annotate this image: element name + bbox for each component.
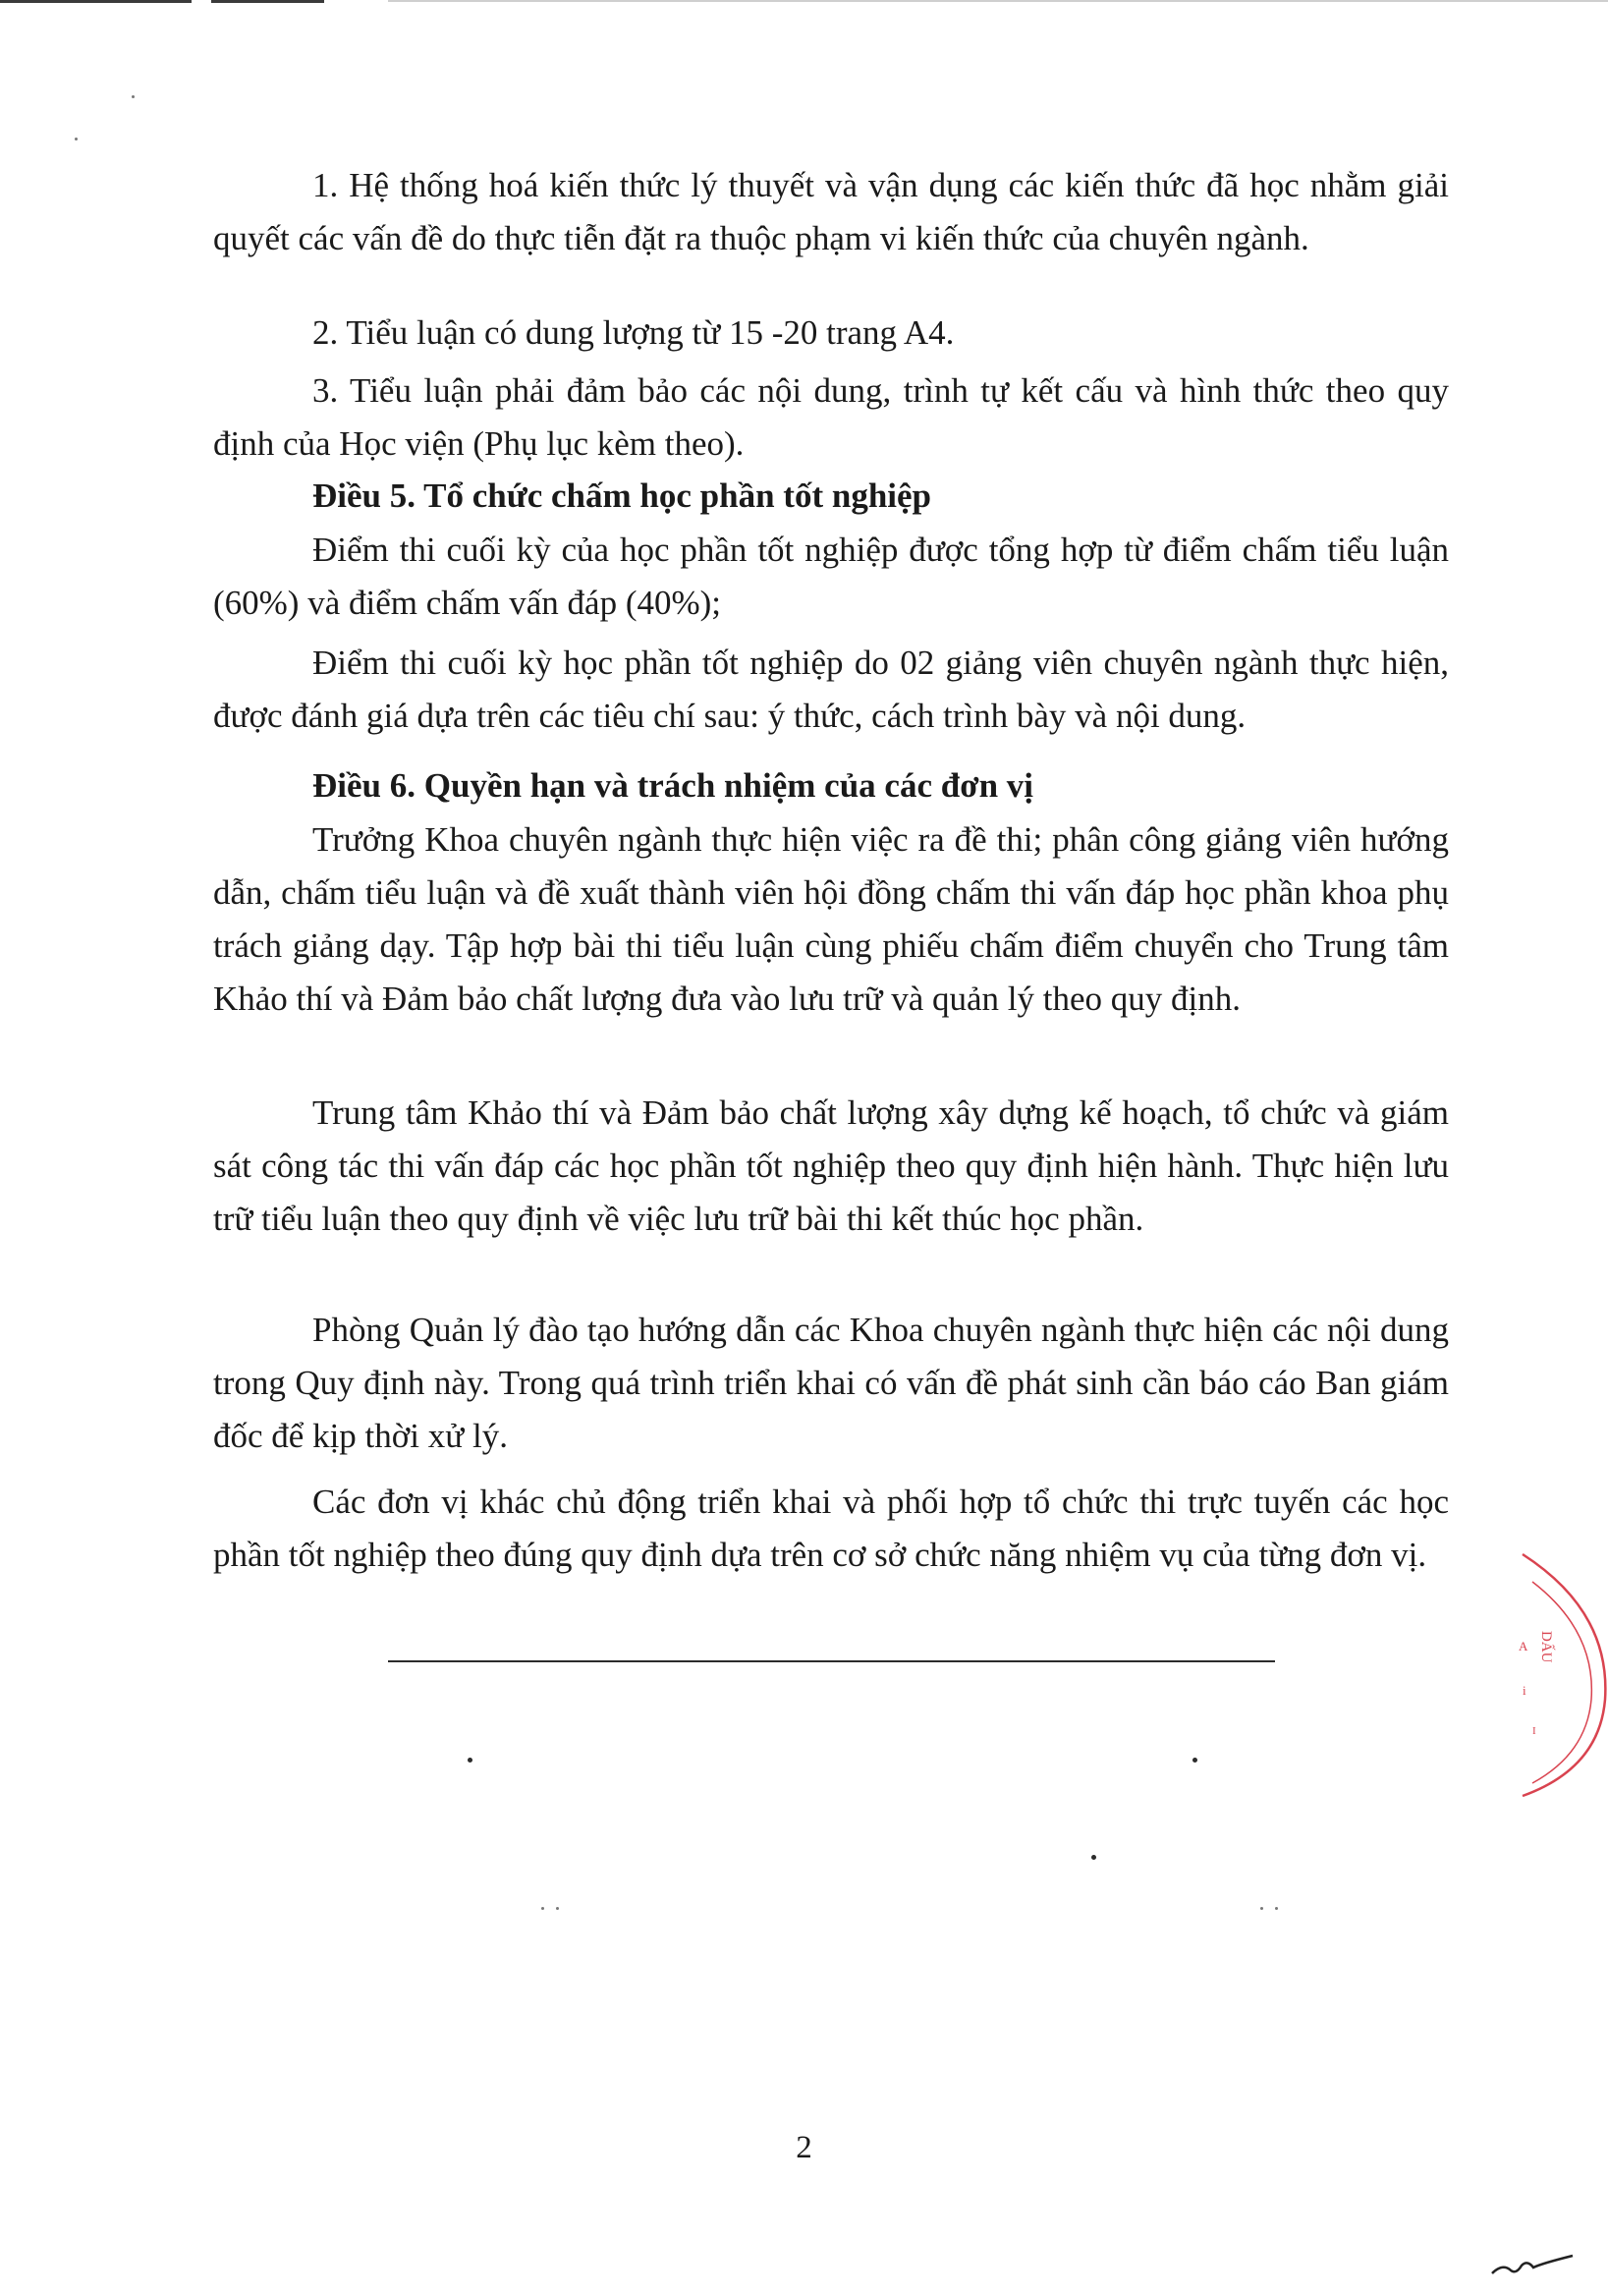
scan-speck	[75, 138, 78, 140]
scan-speck	[541, 1907, 544, 1910]
list-item-2: 2. Tiểu luận có dung lượng từ 15 -20 trang A4.	[312, 313, 955, 352]
article-6-paragraph-4: Các đơn vị khác chủ động triển khai và phối hợp tổ chức thi trực tuyến các học phần tốt nghiệp theo đúng quy định dựa trên cơ sở chức năng nhiệm vụ của từng đơn vị.	[213, 1483, 1449, 1574]
scan-dot	[468, 1758, 472, 1763]
article-5-heading: Điều 5. Tổ chức chấm học phần tốt nghiệp	[312, 476, 932, 515]
article-6-paragraph-2: Trung tâm Khảo thí và Đảm bảo chất lượng xây dựng kế hoạch, tổ chức và giám sát công tác thi vấn đáp các học phần tốt nghiệp theo quy định hiện hành. Thực hiện lưu trữ tiểu luận theo quy định về việc lưu trữ bài thi kết thúc học phần.	[213, 1093, 1449, 1238]
svg-text:I: I	[1532, 1725, 1536, 1737]
red-stamp-seal	[1503, 1552, 1608, 1798]
end-divider	[388, 1660, 1275, 1662]
svg-text:A: A	[1519, 1639, 1528, 1653]
svg-text:i: i	[1523, 1683, 1526, 1698]
scan-speck	[1260, 1907, 1263, 1910]
article-5-paragraph-2: Điểm thi cuối kỳ học phần tốt nghiệp do 02 giảng viên chuyên ngành thực hiện, được đánh giá dựa trên các tiêu chí sau: ý thức, cách trình bày và nội dung.	[213, 644, 1449, 735]
scan-edge-line	[0, 0, 192, 3]
scan-speck	[556, 1907, 559, 1910]
article-6-paragraph-1: Trưởng Khoa chuyên ngành thực hiện việc ra đề thi; phân công giảng viên hướng dẫn, chấm tiểu luận và đề xuất thành viên hội đồng chấm thi vấn đáp học phần khoa phụ trách giảng dạy. Tập hợp bài thi tiểu luận cùng phiếu chấm điểm chuyển cho Trung tâm Khảo thí và Đảm bảo chất lượng đưa vào lưu trữ và quản lý theo quy định.	[213, 820, 1449, 1018]
article-6-heading: Điều 6. Quyền hạn và trách nhiệm của các đơn vị	[312, 766, 1034, 805]
article-6-paragraph-3: Phòng Quản lý đào tạo hướng dẫn các Khoa chuyên ngành thực hiện các nội dung trong Quy định này. Trong quá trình triển khai có vấn đề phát sinh cần báo cáo Ban giám đốc để kịp thời xử lý.	[213, 1311, 1449, 1455]
scan-dot	[1091, 1855, 1096, 1860]
scan-speck	[1275, 1907, 1278, 1910]
svg-text:DẤU: DẤU	[1538, 1631, 1554, 1663]
page-number: 2	[796, 2130, 812, 2165]
article-5-paragraph-1: Điểm thi cuối kỳ của học phần tốt nghiệp được tổng hợp từ điểm chấm tiểu luận (60%) và điểm chấm vấn đáp (40%);	[213, 531, 1449, 622]
list-item-1: 1. Hệ thống hoá kiến thức lý thuyết và vận dụng các kiến thức đã học nhằm giải quyết các vấn đề do thực tiễn đặt ra thuộc phạm vi kiến thức của chuyên ngành.	[213, 166, 1449, 257]
scan-speck	[132, 95, 135, 98]
scan-edge-line	[211, 0, 324, 3]
scan-edge-line	[388, 0, 1608, 2]
list-item-3: 3. Tiểu luận phải đảm bảo các nội dung, trình tự kết cấu và hình thức theo quy định của Học viện (Phụ lục kèm theo).	[213, 371, 1449, 463]
handwritten-initial-icon	[1488, 2250, 1577, 2279]
scan-dot	[1192, 1758, 1197, 1763]
